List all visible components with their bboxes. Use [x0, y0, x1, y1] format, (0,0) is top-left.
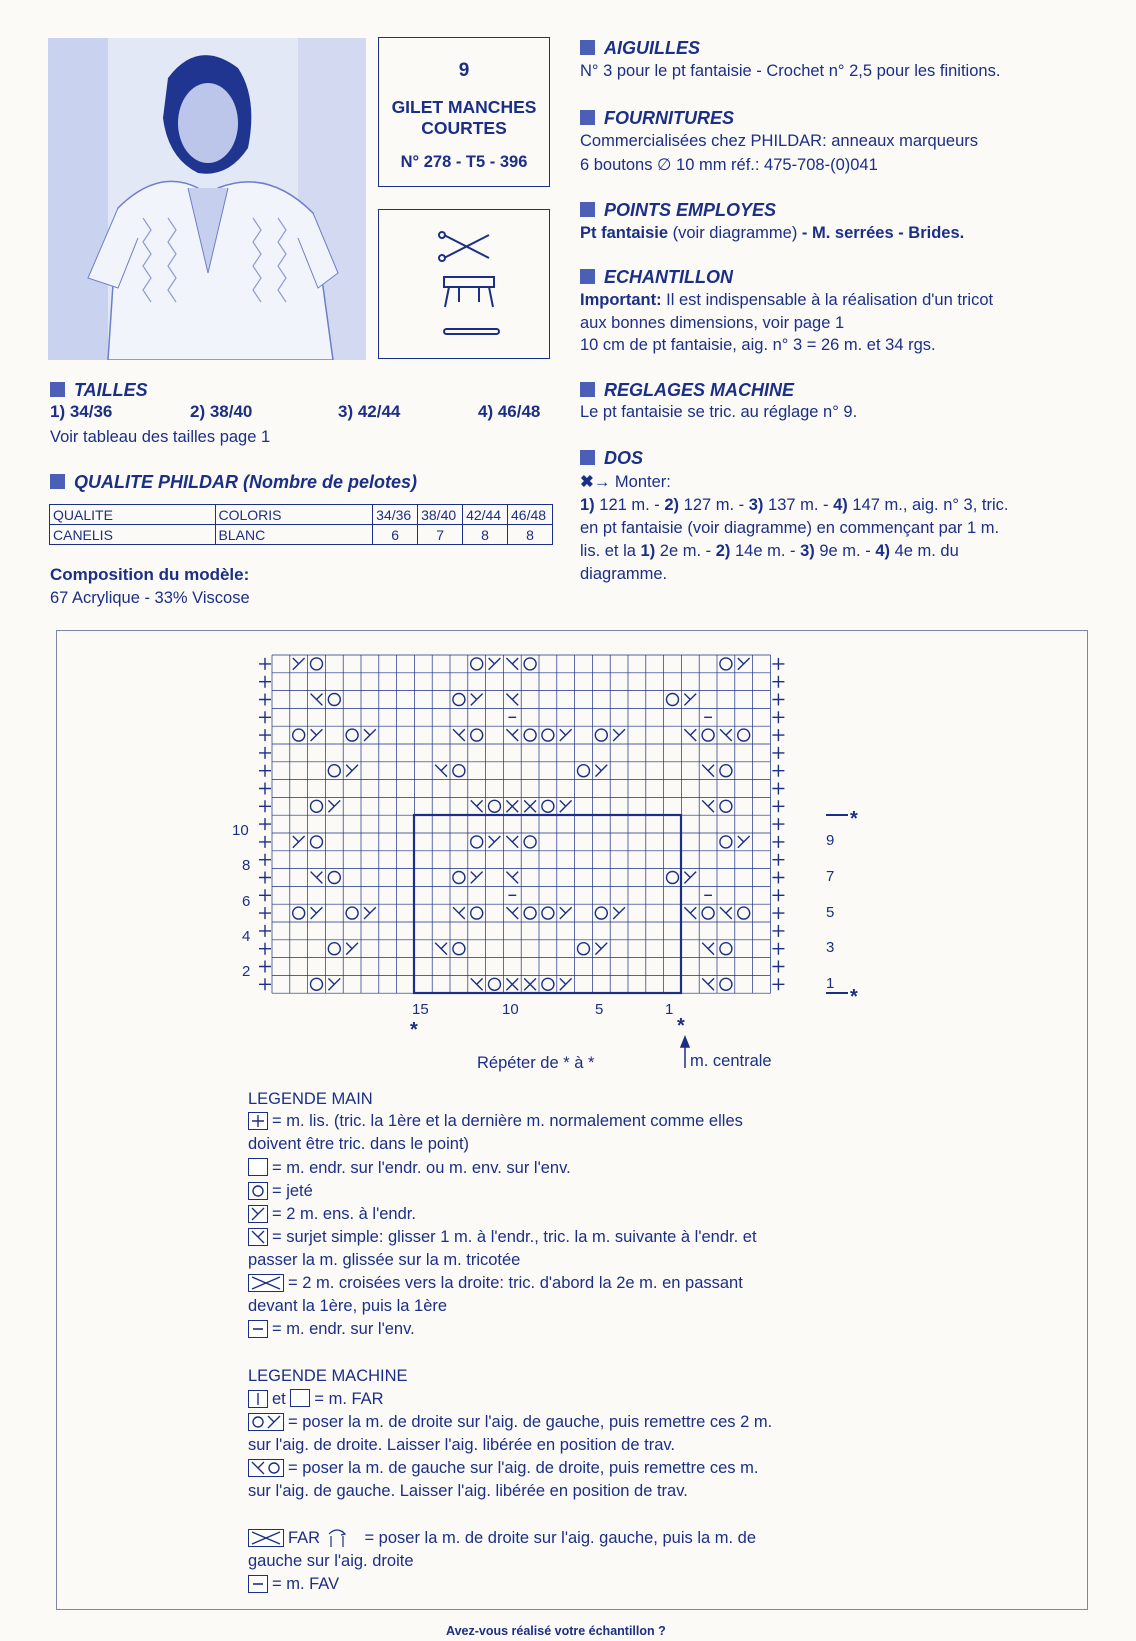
tailles-heading: TAILLES — [50, 380, 148, 401]
legend-item: = m. endr. sur l'endr. ou m. env. sur l'env. — [248, 1157, 571, 1180]
edge-plus-mark — [772, 747, 784, 759]
table-cell: 8 — [463, 525, 508, 545]
chart-symbol — [328, 694, 340, 706]
chart-symbol — [578, 765, 590, 777]
dos-line3: lis. et la 1) 2e m. - 2) 14e m. - 3) 9e m. - 4) 4e m. du — [580, 542, 959, 560]
empty-square-icon — [248, 1158, 268, 1176]
table-header-cell: 38/40 — [418, 505, 463, 525]
chart-symbol — [346, 907, 358, 919]
points-text: Pt fantaisie (voir diagramme) - M. serrées - Brides. — [580, 224, 965, 242]
row-star-top: * — [850, 808, 858, 830]
row-label-left: 8 — [242, 857, 251, 874]
chart-symbol — [506, 729, 518, 741]
central-stitch-label: m. centrale — [690, 1052, 772, 1070]
chart-symbol — [595, 943, 607, 955]
chart-symbol — [595, 907, 607, 919]
row-label-right: 7 — [826, 868, 835, 885]
fournitures-line1: Commercialisées chez PHILDAR: anneaux marqueurs — [580, 132, 978, 150]
chart-symbol — [453, 765, 465, 777]
chart-symbol — [560, 800, 572, 812]
stitch-label: 5 — [595, 1001, 604, 1018]
legend-item: = poser la m. de droite sur l'aig. de gauche, puis remettre ces 2 m. — [248, 1411, 772, 1434]
chart-symbol — [720, 658, 732, 670]
legende-machine-heading: LEGENDE MACHINE — [248, 1367, 408, 1385]
legend-item: = m. endr. sur l'env. — [248, 1318, 415, 1341]
chart-symbol — [453, 907, 465, 919]
chart-symbol — [720, 943, 732, 955]
chart-symbol — [328, 872, 340, 884]
far-arc-icon — [325, 1527, 351, 1549]
row-label-right: 1 — [826, 975, 835, 992]
dos-monter: ✖→ Monter: — [580, 473, 671, 491]
table-cell: BLANC — [215, 525, 373, 545]
chart-symbol — [364, 729, 376, 741]
table-cell: 8 — [508, 525, 553, 545]
table-cell: CANELIS — [50, 525, 216, 545]
edge-plus-mark — [772, 978, 784, 990]
table-header-cell: 42/44 — [463, 505, 508, 525]
edge-plus-mark — [259, 872, 271, 884]
chart-symbol — [506, 872, 518, 884]
table-cell: 7 — [418, 525, 463, 545]
edge-plus-mark — [772, 729, 784, 741]
chart-symbol — [524, 907, 536, 919]
edge-plus-mark — [259, 818, 271, 830]
chart-symbol — [506, 907, 518, 919]
edge-plus-mark — [259, 658, 271, 670]
table-header-cell: 46/48 — [508, 505, 553, 525]
legend-item: sur l'aig. de droite. Laisser l'aig. libérée en position de trav. — [248, 1436, 675, 1454]
edge-plus-mark — [772, 872, 784, 884]
chart-symbol — [542, 978, 554, 990]
chart-symbol — [684, 872, 696, 884]
chart-symbol — [311, 729, 323, 741]
row-label-right: 5 — [826, 904, 835, 921]
chart-symbol — [506, 836, 518, 848]
edge-plus-mark — [259, 854, 271, 866]
reglages-heading: REGLAGES MACHINE — [580, 380, 794, 401]
chart-symbol — [311, 978, 323, 990]
table-header-cell: QUALITE — [50, 505, 216, 525]
edge-plus-mark — [772, 925, 784, 937]
edge-plus-mark — [772, 907, 784, 919]
stitch-label: 15 — [412, 1001, 429, 1018]
chart-symbol — [702, 978, 714, 990]
chart-symbol — [720, 765, 732, 777]
row-label-left: 6 — [242, 893, 251, 910]
chart-symbol — [578, 943, 590, 955]
edge-plus-mark — [772, 711, 784, 723]
chart-symbol — [489, 978, 501, 990]
chart-symbol — [471, 978, 483, 990]
chart-symbol — [560, 978, 572, 990]
chart-symbol — [293, 658, 305, 670]
chart-symbol — [542, 729, 554, 741]
legend-item: = 2 m. ens. à l'endr. — [248, 1203, 416, 1226]
edge-plus-mark — [259, 961, 271, 973]
chart-symbol — [453, 694, 465, 706]
chart-symbol — [506, 694, 518, 706]
chart-symbol — [471, 729, 483, 741]
stitch-label: 10 — [502, 1001, 519, 1018]
legend-item: = 2 m. croisées vers la droite: tric. d'abord la 2e m. en passant — [248, 1272, 743, 1295]
row-label-right: 9 — [826, 832, 835, 849]
transfer-left-icon — [248, 1459, 284, 1477]
yarn-over-icon — [248, 1182, 268, 1200]
row-label-left: 2 — [242, 963, 251, 980]
chart-symbol — [311, 800, 323, 812]
legend-item: sur l'aig. de gauche. Laisser l'aig. libérée en position de trav. — [248, 1482, 688, 1500]
chart-symbol — [542, 800, 554, 812]
footer-note: Avez-vous réalisé votre échantillon ? — [446, 1624, 666, 1638]
repeat-star-right: * — [677, 1015, 685, 1037]
chart-symbol — [364, 907, 376, 919]
edge-plus-mark — [772, 676, 784, 688]
fournitures-heading: FOURNITURES — [580, 108, 734, 129]
chart-symbol — [453, 872, 465, 884]
edge-plus-mark — [772, 943, 784, 955]
edge-plus-mark — [772, 889, 784, 901]
chart-symbol — [328, 800, 340, 812]
edge-plus-mark — [259, 836, 271, 848]
legend-item: doivent être tric. dans le point) — [248, 1135, 470, 1153]
chart-edge-marks — [259, 658, 784, 990]
chart-symbol — [702, 907, 714, 919]
chart-symbol — [560, 907, 572, 919]
composition-value: 67 Acrylique - 33% Viscose — [50, 589, 250, 607]
chart-symbol — [435, 943, 447, 955]
edge-plus-mark — [772, 800, 784, 812]
chart-symbol — [524, 978, 536, 990]
qualite-heading: QUALITE PHILDAR (Nombre de pelotes) — [50, 472, 417, 493]
chart-symbol — [542, 907, 554, 919]
legend-item: et = m. FAR — [248, 1388, 384, 1411]
chart-symbol — [489, 800, 501, 812]
chart-symbol — [702, 800, 714, 812]
chart-symbol — [738, 907, 750, 919]
slip-decrease-icon — [248, 1228, 268, 1246]
chart-symbol — [702, 765, 714, 777]
edge-plus-mark — [259, 729, 271, 741]
edge-plus-mark — [259, 783, 271, 795]
chart-symbol — [453, 943, 465, 955]
fournitures-line2: 6 boutons ∅ 10 mm réf.: 475-708-(0)041 — [580, 156, 878, 174]
legend-item: devant la 1ère, puis la 1ère — [248, 1297, 448, 1315]
edge-plus-mark — [772, 854, 784, 866]
chart-symbol — [506, 800, 518, 812]
purl-dash-icon — [248, 1320, 268, 1338]
size-2: 2) 38/40 — [190, 402, 253, 421]
tailles-note: Voir tableau des tailles page 1 — [50, 428, 271, 446]
size-1: 1) 34/36 — [50, 402, 113, 421]
chart-symbol — [346, 943, 358, 955]
cross-right-icon — [248, 1529, 284, 1547]
chart-symbol — [667, 694, 679, 706]
aiguilles-heading: AIGUILLES — [580, 38, 700, 59]
chart-symbol — [311, 694, 323, 706]
chart-symbol — [560, 729, 572, 741]
chart-symbol — [524, 729, 536, 741]
chart-symbol — [738, 836, 750, 848]
legend-item: passer la m. glissée sur la m. tricotée — [248, 1251, 521, 1269]
legend-item: gauche sur l'aig. droite — [248, 1552, 414, 1570]
row-star-bottom: * — [850, 986, 858, 1008]
edge-plus-mark — [772, 818, 784, 830]
chart-symbol — [471, 872, 483, 884]
chart-symbol — [524, 836, 536, 848]
pattern-number: 9 — [458, 60, 470, 81]
chart-symbol — [720, 907, 732, 919]
aiguilles-text: N° 3 pour le pt fantaisie - Crochet n° 2,5 pour les finitions. — [580, 62, 1001, 80]
legend-item: = jeté — [248, 1180, 313, 1203]
edge-plus-mark — [259, 907, 271, 919]
chart-symbol — [667, 872, 679, 884]
far-bar-icon — [248, 1390, 268, 1408]
composition-label: Composition du modèle: — [50, 565, 250, 584]
legend-item: FAR = poser la m. de droite sur l'aig. gauche, puis la m. de — [248, 1527, 756, 1550]
echantillon-heading: ECHANTILLON — [580, 267, 733, 288]
chart-symbol — [293, 836, 305, 848]
table-header-cell: COLORIS — [215, 505, 373, 525]
chart-symbol — [489, 836, 501, 848]
chart-symbol — [595, 729, 607, 741]
chart-symbol — [595, 765, 607, 777]
edge-plus-mark — [772, 694, 784, 706]
dos-line2: en pt fantaisie (voir diagramme) en commençant par 1 m. — [580, 519, 1000, 537]
chart-symbol — [684, 694, 696, 706]
echantillon-line1: Important: Il est indispensable à la réalisation d'un tricot — [580, 291, 994, 309]
chart-symbol — [311, 658, 323, 670]
chart-symbol — [471, 800, 483, 812]
transfer-right-icon — [248, 1413, 284, 1431]
stitch-label: 1 — [665, 1001, 674, 1018]
legend-item: = poser la m. de gauche sur l'aig. de droite, puis remettre ces m. — [248, 1457, 758, 1480]
points-heading: POINTS EMPLOYES — [580, 200, 776, 221]
repeat-note: Répéter de * à * — [477, 1054, 595, 1072]
chart-symbol — [738, 729, 750, 741]
dos-heading: DOS — [580, 448, 643, 469]
chart-symbol — [524, 800, 536, 812]
chart-symbol — [311, 872, 323, 884]
chart-symbol — [738, 658, 750, 670]
edge-plus-mark — [259, 943, 271, 955]
table-header-cell: 34/36 — [373, 505, 418, 525]
edge-plus-mark — [259, 694, 271, 706]
chart-symbol — [471, 907, 483, 919]
chart-symbol — [346, 765, 358, 777]
empty-square-icon — [290, 1389, 310, 1407]
chart-symbol — [702, 729, 714, 741]
edge-stitch-icon — [248, 1112, 268, 1130]
legend-item: = m. FAV — [248, 1573, 339, 1596]
edge-plus-mark — [259, 765, 271, 777]
chart-symbol — [346, 729, 358, 741]
chart-symbol — [613, 729, 625, 741]
edge-plus-mark — [259, 747, 271, 759]
chart-symbol — [471, 694, 483, 706]
echantillon-line3: 10 cm de pt fantaisie, aig. n° 3 = 26 m. et 34 rgs. — [580, 336, 936, 354]
chart-symbol — [435, 765, 447, 777]
reglages-text: Le pt fantaisie se tric. au réglage n° 9. — [580, 403, 858, 421]
chart-symbol — [489, 658, 501, 670]
chart-symbol — [328, 765, 340, 777]
edge-plus-mark — [259, 978, 271, 990]
edge-plus-mark — [772, 961, 784, 973]
knit-two-together-icon — [248, 1205, 268, 1223]
edge-plus-mark — [259, 925, 271, 937]
edge-plus-mark — [259, 889, 271, 901]
chart-symbol — [311, 836, 323, 848]
echantillon-line2: aux bonnes dimensions, voir page 1 — [580, 314, 845, 332]
row-label-right: 3 — [826, 939, 835, 956]
chart-symbol — [720, 836, 732, 848]
chart-symbol — [684, 907, 696, 919]
chart-symbol — [720, 978, 732, 990]
chart-symbol — [471, 658, 483, 670]
edge-plus-mark — [772, 836, 784, 848]
chart-symbol — [328, 943, 340, 955]
chart-symbol — [293, 729, 305, 741]
dos-line4: diagramme. — [580, 565, 668, 583]
chart-symbol — [328, 978, 340, 990]
chart-symbol — [293, 907, 305, 919]
row-label-left: 10 — [232, 822, 249, 839]
chart-symbol — [506, 658, 518, 670]
pattern-title-line2: COURTES — [421, 118, 507, 138]
legend-item: = m. lis. (tric. la 1ère et la dernière m. normalement comme elles — [248, 1110, 743, 1133]
cross-right-icon — [248, 1274, 284, 1292]
chart-symbol — [453, 729, 465, 741]
size-4: 4) 46/48 — [478, 402, 541, 421]
chart-symbol — [613, 907, 625, 919]
fav-dash-icon — [248, 1575, 268, 1593]
chart-symbol — [524, 658, 536, 670]
size-3: 3) 42/44 — [338, 402, 401, 421]
edge-plus-mark — [772, 783, 784, 795]
repeat-star-left: * — [410, 1019, 418, 1041]
edge-plus-mark — [259, 711, 271, 723]
central-arrow-icon — [681, 1037, 689, 1068]
legend-item: = surjet simple: glisser 1 m. à l'endr., tric. la m. suivante à l'endr. et — [248, 1226, 757, 1249]
chart-symbol — [506, 978, 518, 990]
pattern-reference: N° 278 - T5 - 396 — [400, 153, 528, 171]
table-cell: 6 — [373, 525, 418, 545]
chart-symbol — [311, 907, 323, 919]
row-label-left: 4 — [242, 928, 251, 945]
chart-symbol — [684, 729, 696, 741]
edge-plus-mark — [259, 676, 271, 688]
edge-plus-mark — [259, 800, 271, 812]
dos-line1: 1) 121 m. - 2) 127 m. - 3) 137 m. - 4) 147 m., aig. n° 3, tric. — [580, 496, 1009, 514]
chart-symbol — [720, 800, 732, 812]
chart-symbol — [720, 729, 732, 741]
chart-symbol — [471, 836, 483, 848]
edge-plus-mark — [772, 658, 784, 670]
cross-arrow-icon: ✖→ — [580, 473, 611, 491]
chart-symbol — [702, 943, 714, 955]
pattern-title-line1: GILET MANCHES — [391, 97, 537, 117]
legende-main-heading: LEGENDE MAIN — [248, 1090, 373, 1108]
edge-plus-mark — [772, 765, 784, 777]
